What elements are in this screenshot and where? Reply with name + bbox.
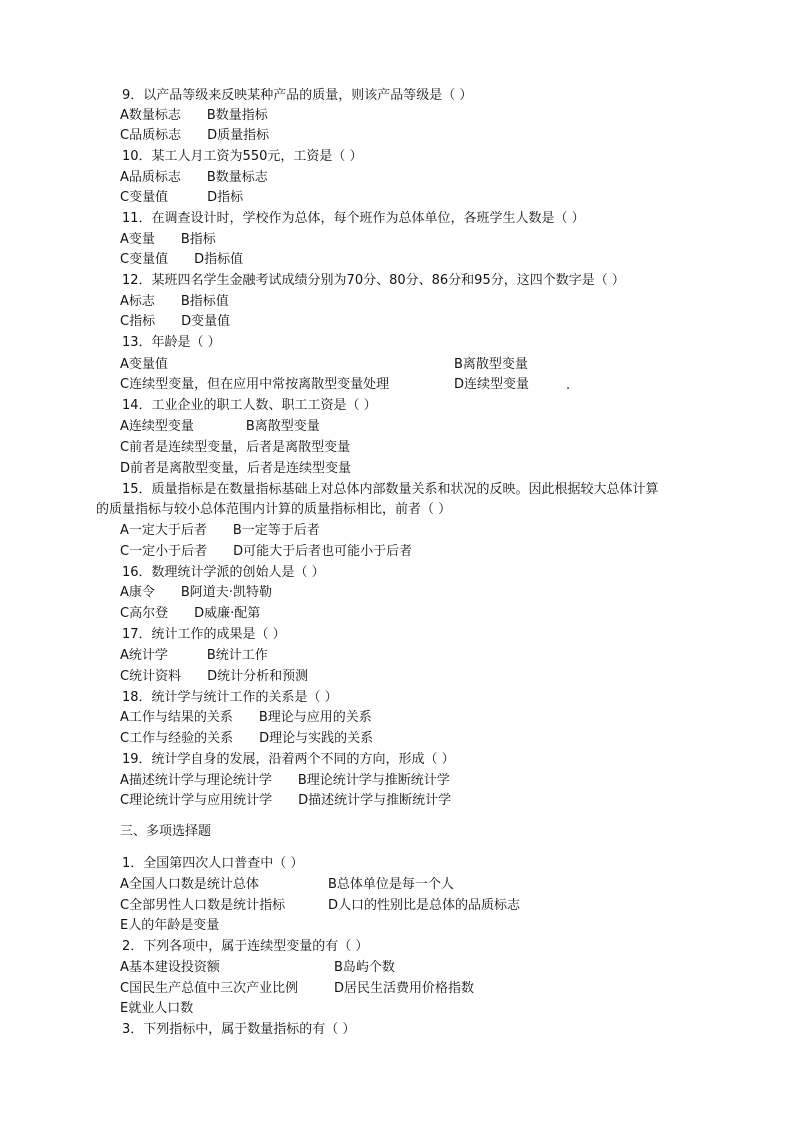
- q11-options-cd: C变量值 D指标值: [120, 252, 244, 267]
- question-13: 13．年龄是（ ）: [122, 335, 221, 350]
- question-10: 10．某工人月工资为550元，工资是（ ）: [122, 149, 363, 164]
- q9-options-ab: A数量标志 B数量指标: [120, 108, 268, 123]
- question-11: 11．在调查设计时，学校作为总体，每个班作为总体单位，各班学生人数是（ ）: [122, 211, 585, 226]
- mc-question-2: 2．下列各项中，属于连续型变量的有（ ）: [122, 939, 369, 954]
- q13-option-c: C连续型变量，但在应用中常按离散型变量处理: [120, 377, 390, 392]
- mc1-option-d: D人口的性别比是总体的品质标志: [328, 898, 521, 913]
- q14-options-ab: A连续型变量 B离散型变量: [120, 419, 320, 434]
- q13-option-b: B离散型变量: [454, 357, 528, 372]
- q13-option-d: D连续型变量: [454, 377, 530, 392]
- q19-options-ab: A描述统计学与理论统计学 B理论统计学与推断统计学: [120, 773, 450, 788]
- mc2-option-b: B岛屿个数: [334, 960, 395, 975]
- question-14: 14．工业企业的职工人数、职工工资是（ ）: [122, 398, 377, 413]
- q16-options-ab: A康令 B阿道夫·凯特勒: [120, 585, 272, 600]
- q15-options-ab: A一定大于后者 B一定等于后者: [120, 523, 320, 538]
- stray-mark: .: [566, 378, 571, 393]
- q9-options-cd: C品质标志 D质量指标: [120, 128, 270, 143]
- question-19: 19．统计学自身的发展，沿着两个不同的方向，形成（ ）: [122, 752, 455, 767]
- mc-question-1: 1．全国第四次人口普查中（ ）: [122, 856, 304, 871]
- mc1-option-a: A全国人口数是统计总体: [120, 877, 259, 892]
- question-17: 17．统计工作的成果是（ ）: [122, 627, 286, 642]
- q13-option-a: A变量值: [120, 357, 168, 372]
- q14-option-c: C前者是连续型变量，后者是离散型变量: [120, 440, 351, 455]
- mc1-option-e: E人的年龄是变量: [120, 918, 220, 933]
- section-heading: 三、多项选择题: [120, 824, 212, 839]
- q18-options-cd: C工作与经验的关系 D理论与实践的关系: [120, 731, 374, 746]
- q17-options-ab: A统计学 B统计工作: [120, 648, 268, 663]
- mc2-option-e: E就业人口数: [120, 1001, 194, 1016]
- question-16: 16．数理统计学派的创始人是（ ）: [122, 565, 325, 580]
- q12-options-cd: C指标 D变量值: [120, 314, 231, 329]
- q19-options-cd: C理论统计学与应用统计学 D描述统计学与推断统计学: [120, 793, 452, 808]
- mc2-option-c: C国民生产总值中三次产业比例: [120, 981, 299, 996]
- q16-options-cd: C高尔登 D威廉·配第: [120, 606, 261, 621]
- q18-options-ab: A工作与结果的关系 B理论与应用的关系: [120, 710, 372, 725]
- q15-options-cd: C一定小于后者 D可能大于后者也可能小于后者: [120, 544, 413, 559]
- q11-options-ab: A变量 B指标: [120, 232, 216, 247]
- mc2-option-a: A基本建设投资额: [120, 960, 220, 975]
- q12-options-ab: A标志 B指标值: [120, 294, 229, 309]
- mc1-option-c: C全部男性人口数是统计指标: [120, 898, 286, 913]
- q10-options-ab: A品质标志 B数量标志: [120, 170, 268, 185]
- question-9: 9．以产品等级来反映某种产品的质量，则该产品等级是（ ）: [122, 88, 473, 103]
- q10-options-cd: C变量值 D指标: [120, 190, 244, 205]
- question-15-cont: 的质量指标与较小总体范围内计算的质量指标相比，前者（ ）: [96, 502, 452, 517]
- mc1-option-b: B总体单位是每一个人: [328, 877, 454, 892]
- q14-option-d: D前者是离散型变量，后者是连续型变量: [120, 461, 352, 476]
- mc-question-3: 3．下列指标中，属于数量指标的有（ ）: [122, 1022, 356, 1037]
- question-15: 15．质量指标是在数量指标基础上对总体内部数量关系和状况的反映。因此根据较大总体计算: [122, 482, 659, 497]
- mc2-option-d: D居民生活费用价格指数: [334, 981, 475, 996]
- question-12: 12．某班四名学生金融考试成绩分别为70分、80分、86分和95分，这四个数字是（ ）: [122, 273, 625, 288]
- q17-options-cd: C统计资料 D统计分析和预测: [120, 669, 309, 684]
- question-18: 18．统计学与统计工作的关系是（ ）: [122, 690, 338, 705]
